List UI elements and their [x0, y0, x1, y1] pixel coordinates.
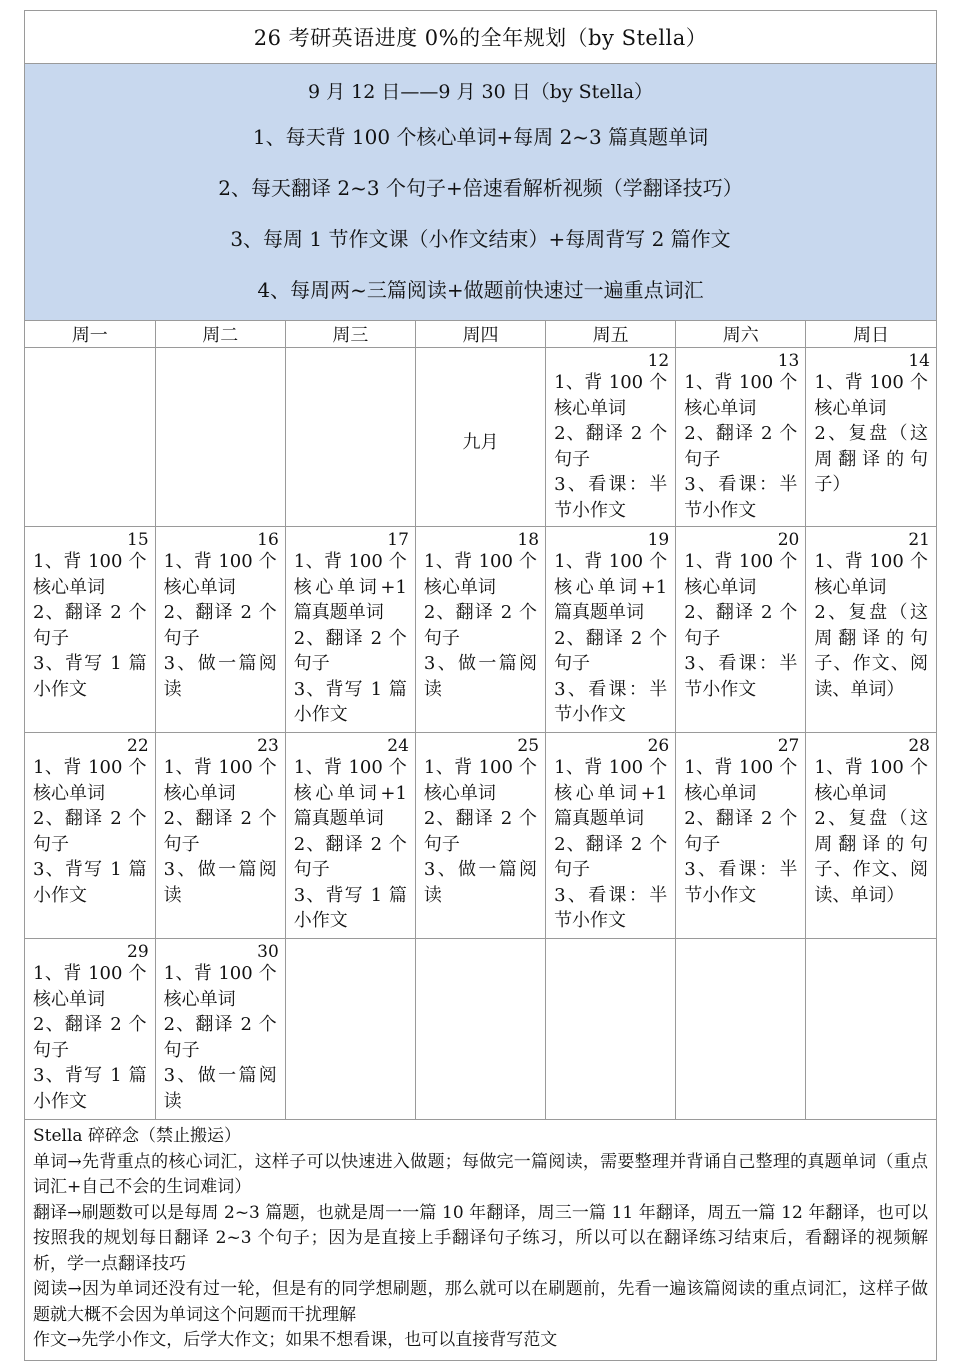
- day-task: 2、翻译 2 个句子: [554, 833, 668, 880]
- weekday-header-row: [25, 321, 936, 348]
- day-number: 13: [777, 351, 800, 371]
- calendar-day-cell: [546, 733, 676, 939]
- note-paragraph: 单词→先背重点的核心词汇，这样子可以快速进入做题；每做完一篇阅读，需要整理并背诵自己整理的真题单词（重点词汇+自己不会的生词难词）: [33, 1151, 928, 1197]
- day-task: 1、背 100 个核心单词: [684, 551, 798, 598]
- day-task: 1、背 100 个核心单词: [684, 757, 798, 804]
- day-task: 1、背 100 个核心单词: [814, 551, 928, 598]
- calendar-day-cell: [415, 733, 545, 939]
- day-number: 19: [647, 530, 670, 550]
- day-task: 2、翻译 2 个句子: [554, 423, 668, 470]
- day-task: 3、背写 1 篇小作文: [33, 1065, 147, 1112]
- calendar-day-cell: [676, 527, 806, 733]
- plan-item: 4、每周两~三篇阅读+做题前快速过一遍重点词汇: [257, 278, 704, 302]
- day-task: 2、翻译 2 个句子: [163, 602, 277, 649]
- day-task: 2、翻译 2 个句子: [684, 423, 798, 470]
- day-number: 12: [647, 351, 670, 371]
- day-task: 2、翻译 2 个句子: [684, 602, 798, 649]
- plan-date-range: 9 月 12 日——9 月 30 日（by Stella）: [307, 80, 654, 103]
- day-task: 1、背 100 个核心单词+1 篇真题单词: [554, 757, 668, 829]
- notes-section: [25, 1120, 936, 1360]
- day-number: 22: [127, 736, 149, 756]
- calendar-week-row: [25, 939, 936, 1120]
- calendar-day-cell: [25, 527, 155, 733]
- day-number: 25: [517, 736, 540, 756]
- schedule-sheet: [24, 10, 937, 1361]
- calendar-day-cell: [676, 348, 806, 527]
- day-task: 3、背写 1 篇小作文: [33, 653, 147, 700]
- day-number: 27: [777, 736, 800, 756]
- day-task: 1、背 100 个核心单词: [684, 372, 798, 419]
- weekday-header: 周五: [546, 321, 676, 348]
- day-task: 1、背 100 个核心单词+1 篇真题单词: [293, 757, 407, 829]
- calendar-day-cell: [546, 348, 676, 527]
- day-task: 3、做一篇阅读: [163, 859, 277, 906]
- calendar-body: [25, 348, 936, 1120]
- calendar-day-cell: [415, 939, 545, 1120]
- note-paragraph: 翻译→刷题数可以是每周 2~3 篇题，也就是周一一篇 10 年翻译，周三一篇 11 年翻译，周五一篇 12 年翻译，也可以按照我的规划每日翻译 2~3 个句子；因为是直接上手翻译句子练习，所以可以在翻译练习结束后，看翻译的视频解析，学一点翻译技巧: [33, 1202, 928, 1274]
- calendar-day-cell: [806, 348, 936, 527]
- day-number: 17: [387, 530, 409, 550]
- day-task: 1、背 100 个核心单词: [33, 963, 147, 1010]
- day-task: 3、看课：半节小作文: [684, 859, 798, 906]
- day-task: 1、背 100 个核心单词: [163, 757, 277, 804]
- day-task: 2、复盘（这周翻译的句子、作文、阅读、单词）: [814, 808, 928, 906]
- weekday-header: 周三: [285, 321, 415, 348]
- day-task: 2、翻译 2 个句子: [163, 1014, 277, 1061]
- day-task: 2、翻译 2 个句子: [423, 808, 538, 855]
- day-number: 24: [387, 736, 409, 756]
- day-task: 2、复盘（这周翻译的句子）: [814, 423, 928, 495]
- calendar-table: [25, 321, 936, 1120]
- day-task: 2、翻译 2 个句子: [163, 808, 277, 855]
- day-task: 1、背 100 个核心单词: [163, 963, 277, 1010]
- day-number: 16: [257, 530, 279, 550]
- day-task: 1、背 100 个核心单词: [814, 757, 928, 804]
- calendar-day-cell: [546, 939, 676, 1120]
- notes-heading: Stella 碎碎念（禁止搬运）: [33, 1126, 241, 1146]
- plan-item: 2、每天翻译 2~3 个句子+倍速看解析视频（学翻译技巧）: [218, 176, 743, 200]
- day-task: 2、翻译 2 个句子: [293, 627, 407, 674]
- day-task: 2、翻译 2 个句子: [423, 602, 538, 649]
- calendar-week-row: [25, 527, 936, 733]
- calendar-week-row: [25, 733, 936, 939]
- day-task: 3、做一篇阅读: [423, 653, 538, 700]
- calendar-day-cell: [806, 939, 936, 1120]
- day-task: 3、做一篇阅读: [163, 1065, 277, 1112]
- day-task: 2、翻译 2 个句子: [33, 1014, 147, 1061]
- day-number: 18: [517, 530, 540, 550]
- weekday-header: 周一: [25, 321, 155, 348]
- calendar-day-cell: [155, 527, 285, 733]
- calendar-day-cell: [285, 348, 415, 527]
- plan-item: 1、每天背 100 个核心单词+每周 2~3 篇真题单词: [252, 125, 709, 149]
- day-task: 3、背写 1 篇小作文: [293, 678, 407, 725]
- day-task: 2、复盘（这周翻译的句子、作文、阅读、单词）: [814, 602, 928, 700]
- day-task: 3、看课：半节小作文: [554, 678, 668, 725]
- day-number: 29: [127, 942, 149, 962]
- day-task: 3、做一篇阅读: [423, 859, 538, 906]
- calendar-day-cell: [806, 733, 936, 939]
- day-task: 2、翻译 2 个句子: [684, 808, 798, 855]
- calendar-week-row: [25, 348, 936, 527]
- plan-summary: [25, 64, 936, 321]
- calendar-day-cell: [25, 348, 155, 527]
- calendar-day-cell: [546, 527, 676, 733]
- day-task: 2、翻译 2 个句子: [33, 808, 147, 855]
- day-task: 2、翻译 2 个句子: [293, 833, 407, 880]
- day-task: 1、背 100 个核心单词+1 篇真题单词: [293, 551, 407, 623]
- calendar-day-cell: [155, 733, 285, 939]
- weekday-header: 周六: [676, 321, 806, 348]
- day-task: 1、背 100 个核心单词: [33, 757, 147, 804]
- calendar-day-cell: [155, 939, 285, 1120]
- day-task: 3、看课：半节小作文: [684, 474, 798, 521]
- day-task: 3、背写 1 篇小作文: [33, 859, 147, 906]
- day-task: 1、背 100 个核心单词: [163, 551, 277, 598]
- calendar-day-cell: [25, 939, 155, 1120]
- note-paragraph: 作文→先学小作文，后学大作文；如果不想看课，也可以直接背写范文: [33, 1330, 558, 1350]
- calendar-day-cell: [285, 939, 415, 1120]
- day-task: 1、背 100 个核心单词+1 篇真题单词: [554, 551, 668, 623]
- day-number: 23: [257, 736, 279, 756]
- day-task: 3、背写 1 篇小作文: [293, 884, 407, 931]
- calendar-day-cell: [415, 348, 545, 527]
- day-task: 2、翻译 2 个句子: [33, 602, 147, 649]
- day-number: 26: [647, 736, 670, 756]
- page-title: 26 考研英语进度 0%的全年规划（by Stella）: [25, 11, 936, 64]
- day-task: 1、背 100 个核心单词: [33, 551, 147, 598]
- day-number: 28: [908, 736, 930, 756]
- calendar-day-cell: [285, 733, 415, 939]
- calendar-day-cell: [25, 733, 155, 939]
- day-task: 3、做一篇阅读: [163, 653, 277, 700]
- calendar-day-cell: [285, 527, 415, 733]
- calendar-day-cell: [806, 527, 936, 733]
- day-task: 1、背 100 个核心单词: [423, 551, 538, 598]
- weekday-header: 周四: [415, 321, 545, 348]
- day-task: 3、看课：半节小作文: [554, 474, 668, 521]
- day-task: 3、看课：半节小作文: [554, 884, 668, 931]
- weekday-header: 周二: [155, 321, 285, 348]
- day-task: 1、背 100 个核心单词: [554, 372, 668, 419]
- calendar-day-cell: [415, 527, 545, 733]
- day-task: 1、背 100 个核心单词: [814, 372, 928, 419]
- day-task: 1、背 100 个核心单词: [423, 757, 538, 804]
- note-paragraph: 阅读→因为单词还没有过一轮，但是有的同学想刷题，那么就可以在刷题前，先看一遍该篇阅读的重点词汇，这样子做题就大概不会因为单词这个问题而干扰理解: [33, 1279, 928, 1325]
- day-number: 14: [908, 351, 930, 371]
- day-number: 15: [127, 530, 149, 550]
- month-label: 九月: [462, 432, 499, 453]
- day-number: 30: [257, 942, 279, 962]
- calendar-day-cell: [676, 733, 806, 939]
- plan-item: 3、每周 1 节作文课（小作文结束）+每周背写 2 篇作文: [230, 227, 731, 251]
- day-task: 3、看课：半节小作文: [684, 653, 798, 700]
- day-task: 2、翻译 2 个句子: [554, 627, 668, 674]
- calendar-day-cell: [155, 348, 285, 527]
- day-number: 21: [908, 530, 930, 550]
- day-number: 20: [777, 530, 800, 550]
- weekday-header: 周日: [806, 321, 936, 348]
- calendar-day-cell: [676, 939, 806, 1120]
